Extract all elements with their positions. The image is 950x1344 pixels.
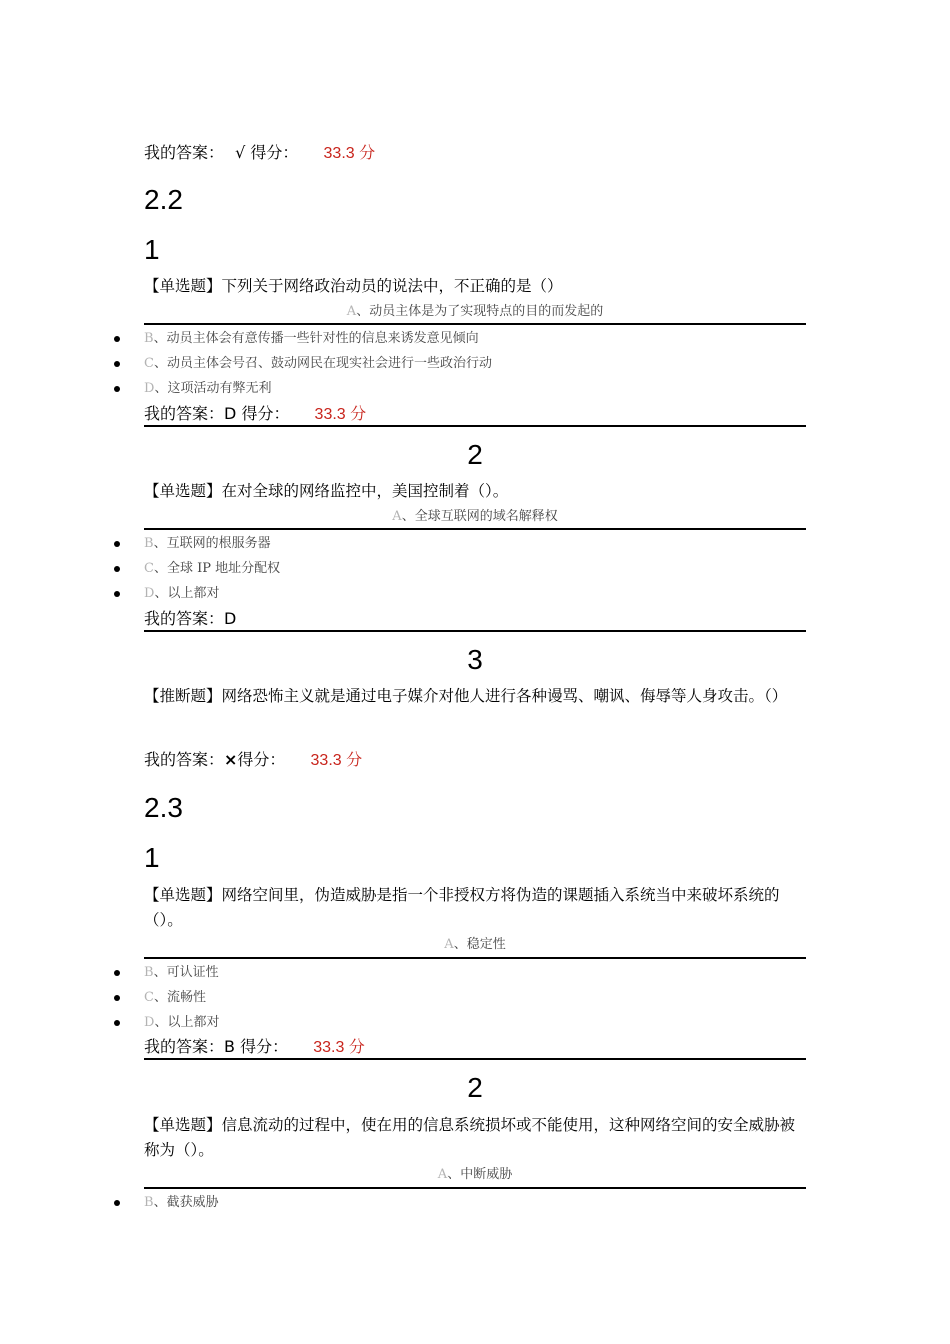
option-a <box>144 936 806 954</box>
question-number: 3 <box>467 644 483 675</box>
option-text: 、动员主体会号召、鼓动网民在现实社会进行一些政治行动 <box>153 356 492 371</box>
option-letter: A <box>437 1167 448 1182</box>
option-b <box>144 1194 219 1212</box>
option-text: 、全球 IP 地址分配权 <box>153 561 281 576</box>
divider <box>144 425 806 427</box>
divider <box>144 630 806 632</box>
answer-label: 我的答案： <box>144 143 225 162</box>
option-b <box>144 535 271 553</box>
bullet-icon <box>114 995 120 1001</box>
option-letter: D <box>144 1015 155 1030</box>
option-text: 、全球互联网的域名解释权 <box>401 509 558 524</box>
divider <box>144 323 806 325</box>
option-a <box>144 508 806 526</box>
section-title: 2.3 <box>144 792 183 823</box>
option-c <box>144 355 492 373</box>
bullet-icon <box>114 541 120 547</box>
score-label: 得分： <box>240 1037 289 1056</box>
score-label: 得分： <box>237 750 286 769</box>
option-letter: D <box>144 586 155 601</box>
bullet-icon <box>114 591 120 597</box>
option-c <box>144 560 280 578</box>
option-text: 、中断威胁 <box>447 1167 513 1182</box>
option-letter: B <box>144 536 154 551</box>
answer-label: 我的答案： <box>144 609 225 628</box>
question-text: 【推断题】网络恐怖主义就是通过电子媒介对他人进行各种谩骂、嘲讽、侮辱等人身攻击。（） <box>144 687 788 705</box>
option-letter: A <box>346 304 357 319</box>
option-letter: A <box>392 509 402 524</box>
option-a <box>144 303 806 321</box>
question-text: 【单选题】网络空间里，伪造威胁是指一个非授权方将伪造的课题插入系统当中来破坏系统的（）。 <box>144 886 780 929</box>
option-text: 、稳定性 <box>453 937 506 952</box>
option-letter: C <box>144 561 154 576</box>
question-number: 2 <box>467 1072 483 1103</box>
option-letter: D <box>144 381 155 396</box>
option-text: 、以上都对 <box>154 586 220 601</box>
option-text: 、这项活动有弊无利 <box>154 381 272 396</box>
option-d <box>144 1014 219 1032</box>
question-number: 1 <box>144 842 160 873</box>
score-label: 得分： <box>250 143 299 162</box>
option-b <box>144 330 479 348</box>
option-letter: B <box>144 331 154 346</box>
option-d <box>144 380 271 398</box>
option-letter: C <box>144 990 154 1005</box>
answer-line <box>144 609 236 629</box>
answer-label: 我的答案： <box>144 1037 225 1056</box>
score-value: 33.3 分 <box>314 406 367 423</box>
option-text: 、流畅性 <box>153 990 206 1005</box>
divider <box>144 957 806 959</box>
answer-value: B <box>224 1037 235 1056</box>
question-number: 1 <box>144 234 160 265</box>
bullet-icon <box>114 970 120 976</box>
answer-value: √ <box>235 143 246 162</box>
option-letter: B <box>144 1195 154 1210</box>
option-c <box>144 989 206 1007</box>
question-text: 【单选题】信息流动的过程中，使在用的信息系统损坏或不能使用，这种网络空间的安全威胁被称为（）。 <box>144 1116 796 1159</box>
divider <box>144 528 806 530</box>
score-value: 33.3 分 <box>323 145 376 162</box>
bullet-icon <box>114 336 120 342</box>
option-text: 、可认证性 <box>153 965 219 980</box>
answer-label: 我的答案： <box>144 404 225 423</box>
option-letter: B <box>144 965 154 980</box>
option-letter: A <box>444 937 454 952</box>
question-text: 【单选题】下列关于网络政治动员的说法中，不正确的是（） <box>144 277 563 295</box>
answer-value: D <box>224 609 237 628</box>
question-number: 2 <box>467 439 483 470</box>
score-value: 33.3 分 <box>313 1039 365 1056</box>
question-text: 【单选题】在对全球的网络监控中，美国控制着（）。 <box>144 482 509 500</box>
answer-line <box>144 404 366 425</box>
option-text: 、互联网的根服务器 <box>153 536 271 551</box>
section-title: 2.2 <box>144 184 183 215</box>
score-value: 33.3 分 <box>310 752 363 769</box>
bullet-icon <box>114 1200 120 1206</box>
answer-line <box>144 750 362 771</box>
bullet-icon <box>114 386 120 392</box>
bullet-icon <box>114 1020 120 1026</box>
bullet-icon <box>114 566 120 572</box>
option-text: 、以上都对 <box>154 1015 220 1030</box>
divider <box>144 1058 806 1060</box>
answer-label: 我的答案： <box>144 750 225 769</box>
answer-value: × <box>224 750 238 769</box>
option-text: 、动员主体是为了实现特点的目的而发起的 <box>356 304 604 319</box>
option-text: 、动员主体会有意传播一些针对性的信息来诱发意见倾向 <box>153 331 479 346</box>
divider <box>144 1187 806 1189</box>
answer-value: D <box>224 404 237 423</box>
score-label: 得分： <box>241 404 290 423</box>
answer-line <box>144 143 375 164</box>
option-letter: C <box>144 356 154 371</box>
option-a <box>144 1166 806 1184</box>
answer-line <box>144 1037 365 1058</box>
option-text: 、截获威胁 <box>153 1195 219 1210</box>
bullet-icon <box>114 361 120 367</box>
option-d <box>144 585 219 603</box>
option-b <box>144 964 219 982</box>
